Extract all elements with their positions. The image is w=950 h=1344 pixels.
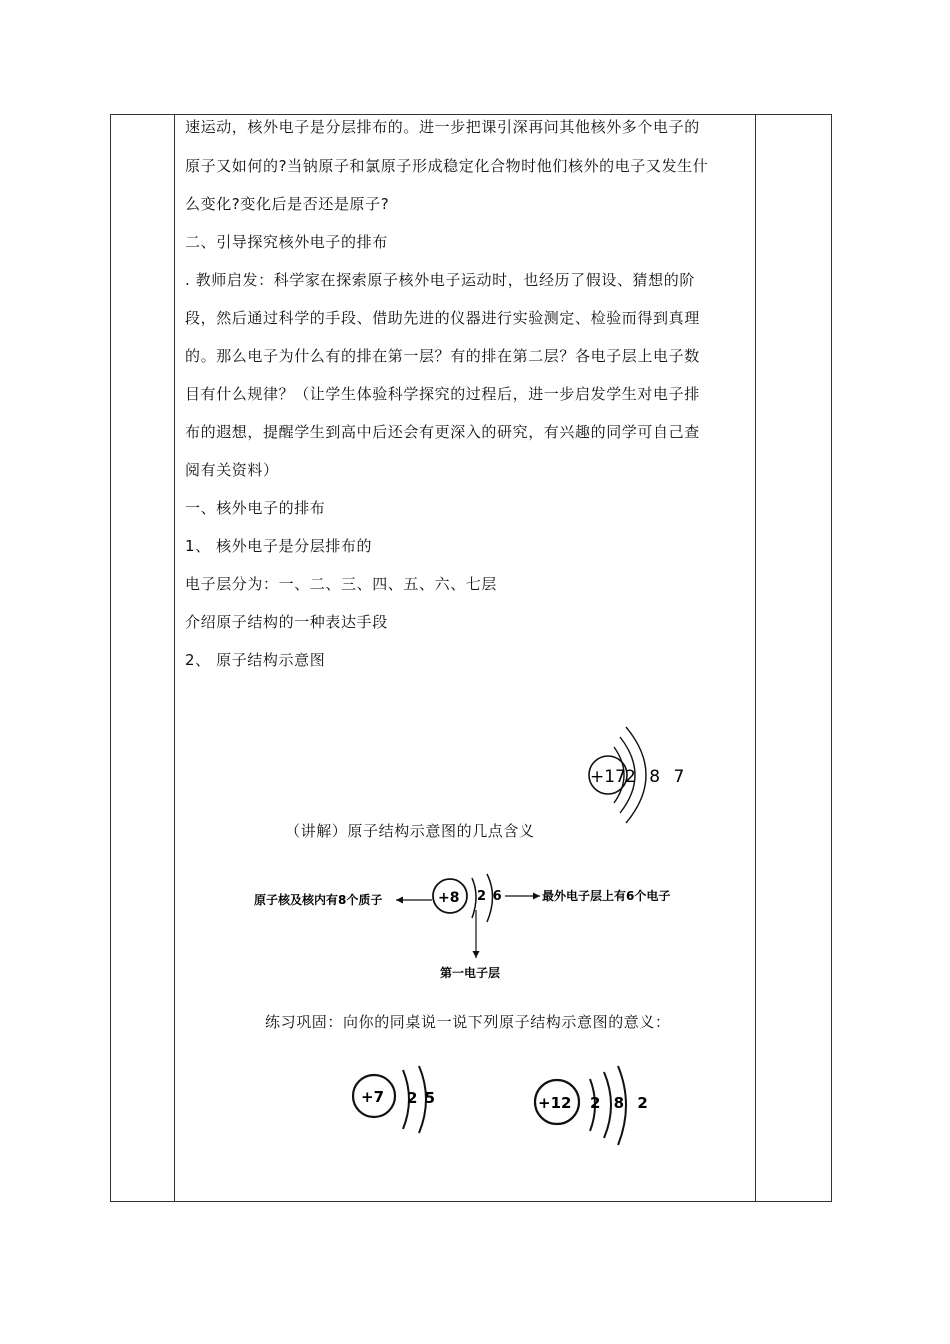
- body-line-8: 目有什么规律？（让学生体验科学探究的过程后，进一步启发学生对电子排: [185, 385, 700, 403]
- body-line-3: 么变化?变化后是否还是原子?: [185, 195, 390, 213]
- body-line-7: 的。那么电子为什么有的排在第一层？有的排在第二层？各电子层上电子数: [185, 347, 700, 365]
- left-arrow-head: [396, 897, 403, 904]
- annotated-oxygen-diagram: [250, 862, 690, 987]
- nucleus-charge-label: +12: [538, 1094, 572, 1112]
- section-heading-1: 一、核外电子的排布: [185, 499, 326, 517]
- column-divider-right: [755, 115, 756, 1201]
- down-arrow-head: [473, 951, 480, 958]
- body-line-2: 原子又如何的?当钠原子和氯原子形成稳定化合物时他们核外的电子又发生什: [185, 157, 709, 175]
- body-line-10: 阅有关资料）: [185, 461, 279, 479]
- explain-caption: （讲解）原子结构示意图的几点含义: [285, 822, 535, 840]
- shell-electron-counts: 2 5: [407, 1089, 437, 1107]
- nucleus-annotation-label: 原子核及核内有8个质子: [254, 893, 383, 907]
- item-2: 2、 原子结构示意图: [185, 651, 326, 669]
- body-line-1: 速运动，核外电子是分层排布的。进一步把课引深再问其他核外多个电子的: [185, 118, 700, 136]
- right-arrow-head: [533, 893, 540, 900]
- first-shell-annotation-label: 第一电子层: [440, 966, 501, 980]
- body-line-5: . 教师启发：科学家在探索原子核外电子运动时，也经历了假设、猜想的阶: [185, 271, 695, 289]
- chlorine-atom-diagram: [580, 715, 689, 830]
- shell-electron-counts: 2 8 2: [590, 1094, 652, 1112]
- shell-electron-counts: 2 6: [477, 889, 503, 904]
- body-line-6: 段，然后通过科学的手段、借助先进的仪器进行实验测定、检验而得到真理: [185, 309, 700, 327]
- nucleus-charge-label: +17: [590, 767, 626, 787]
- item-1: 1、 核外电子是分层排布的: [185, 537, 373, 555]
- exercise-caption: 练习巩固：向你的同桌说一说下列原子结构示意图的意义：: [265, 1013, 671, 1031]
- shell-electron-counts: 2 8 7: [625, 767, 689, 787]
- body-line-9: 布的遐想，提醒学生到高中后还会有更深入的研究，有兴趣的同学可自己查: [185, 423, 700, 441]
- nucleus-charge-label: +7: [361, 1088, 385, 1106]
- magnesium-atom-diagram: [528, 1065, 652, 1150]
- shell-list-line: 电子层分为：一、二、三、四、五、六、七层: [185, 575, 498, 593]
- nitrogen-atom-diagram: [345, 1065, 440, 1140]
- outer-shell-annotation-label: 最外电子层上有6个电子: [542, 889, 671, 903]
- section-heading-2: 二、引导探究核外电子的排布: [185, 233, 388, 251]
- body-line-14: 介绍原子结构的一种表达手段: [185, 613, 388, 631]
- column-divider-left: [174, 115, 175, 1201]
- nucleus-charge-label: +8: [438, 890, 460, 906]
